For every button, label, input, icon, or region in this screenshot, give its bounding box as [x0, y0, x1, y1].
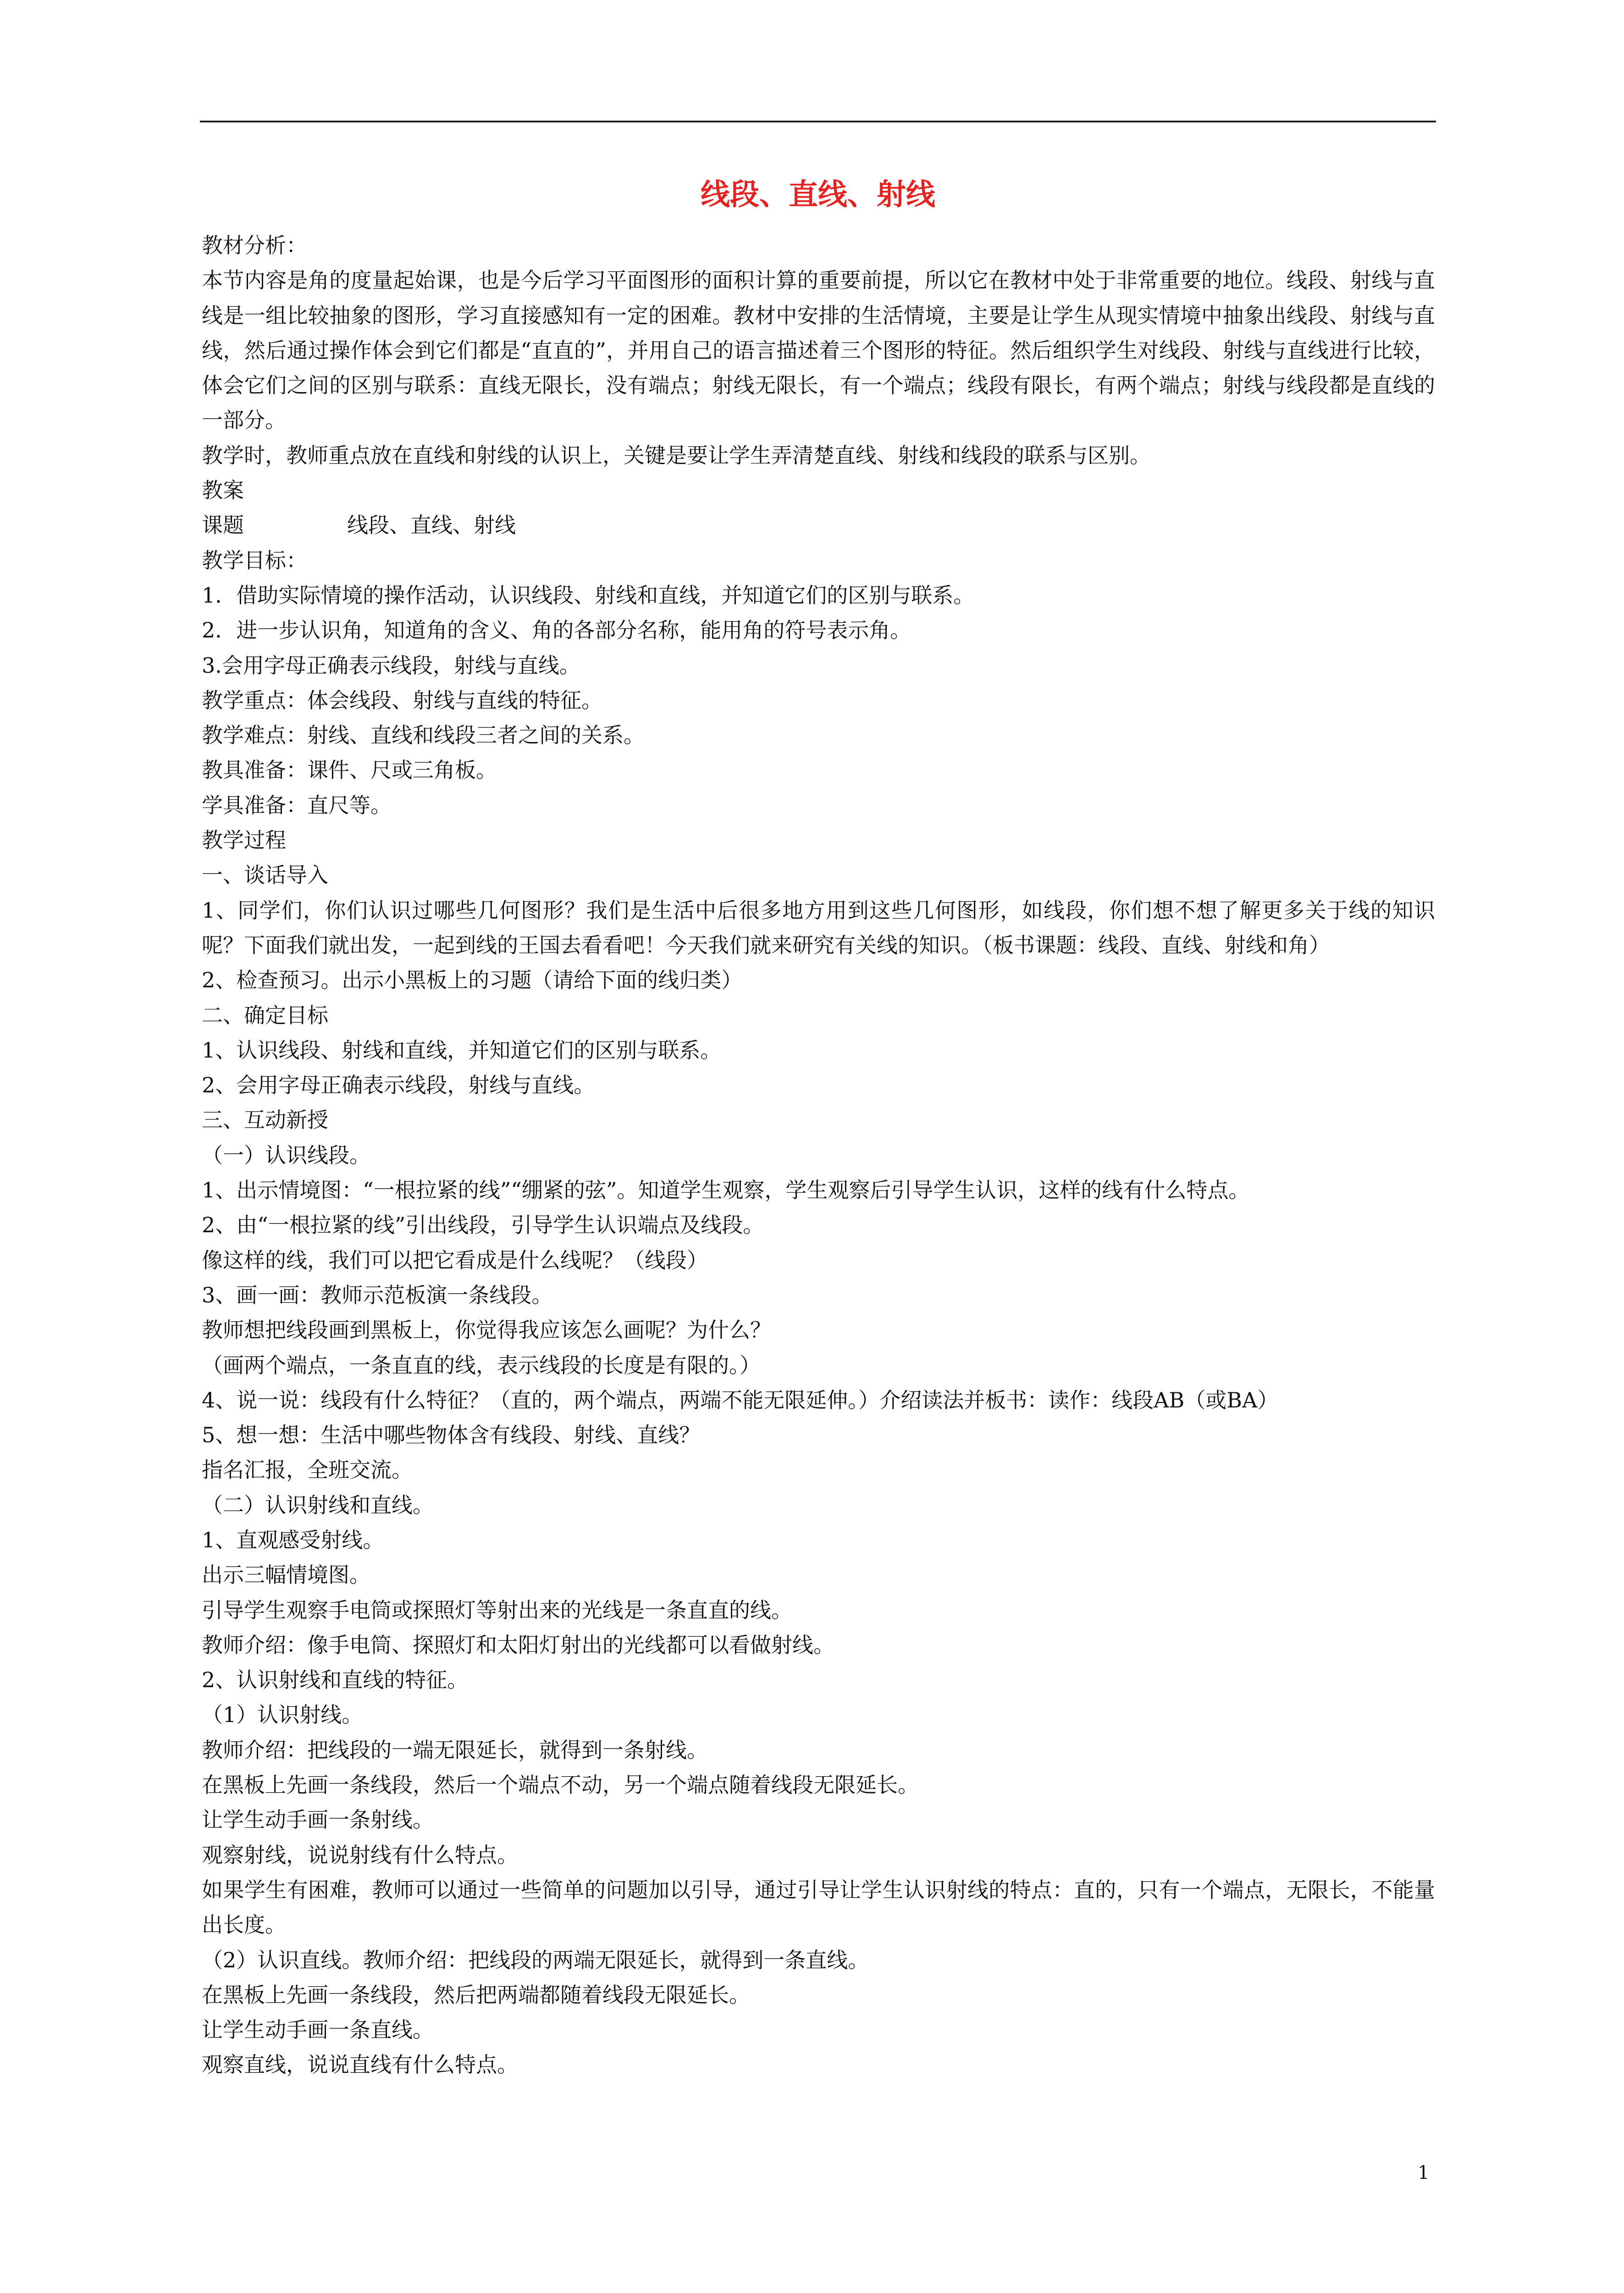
paragraph: （1）认识射线。	[202, 1702, 363, 1728]
field-label: 课题	[202, 513, 244, 538]
field-value: 线段、直线、射线	[347, 513, 516, 538]
paragraph: 1．借助实际情境的操作活动，认识线段、射线和直线，并知道它们的区别与联系。	[202, 582, 975, 608]
paragraph: 二、确定目标	[202, 1002, 328, 1028]
paragraph: 1、直观感受射线。	[202, 1527, 384, 1552]
paragraph: 教材分析：	[202, 233, 307, 258]
paragraph: 学具准备：直尺等。	[202, 792, 392, 818]
paragraph: 在黑板上先画一条线段，然后一个端点不动，另一个端点随着线段无限延长。	[202, 1772, 919, 1798]
paragraph: 教案	[202, 478, 244, 503]
paragraph: 让学生动手画一条直线。	[202, 2017, 434, 2043]
header-rule	[200, 121, 1436, 122]
paragraph: 一、谈话导入	[202, 863, 328, 888]
paragraph: 出示三幅情境图。	[202, 1562, 370, 1588]
paragraph: 如果学生有困难，教师可以通过一些简单的问题加以引导，通过引导让学生认识射线的特点：直的，只有一个端点，无限长，不能量出长度。	[202, 1877, 1435, 1938]
paragraph: 教具准备：课件、尺或三角板。	[202, 758, 497, 783]
paragraph: 指名汇报，全班交流。	[202, 1457, 413, 1483]
paragraph: 1、认识线段、射线和直线，并知道它们的区别与联系。	[202, 1037, 722, 1063]
paragraph: 教学时，教师重点放在直线和射线的认识上，关键是要让学生弄清楚直线、射线和线段的联系与区别。	[202, 443, 1151, 468]
paragraph: 5、想一想：生活中哪些物体含有线段、射线、直线？	[202, 1423, 701, 1448]
page-number: 1	[1418, 2162, 1430, 2183]
paragraph: （一）认识线段。	[202, 1142, 370, 1168]
paragraph	[202, 508, 1435, 543]
paragraph: 教学目标：	[202, 548, 307, 573]
paragraph: 4、说一说：线段有什么特征？（直的，两个端点，两端不能无限延伸。）介绍读法并板书：读作：线段AB（或BA）	[202, 1387, 1279, 1412]
paragraph: （2）认识直线。教师介绍：把线段的两端无限延长，就得到一条直线。	[202, 1947, 869, 1972]
paragraph: 教师想把线段画到黑板上，你觉得我应该怎么画呢？为什么？	[202, 1318, 771, 1343]
paragraph: 观察直线，说说直线有什么特点。	[202, 2052, 518, 2077]
paragraph: 2、检查预习。出示小黑板上的习题（请给下面的线归类）	[202, 968, 743, 993]
paragraph: 本节内容是角的度量起始课，也是今后学习平面图形的面积计算的重要前提，所以它在教材中处于非常重要的地位。线段、射线与直线是一组比较抽象的图形，学习直接感知有一定的困难。教材中安排的生活情境，主要是让学生从现实情境中抽象出线段、射线与直线，然后通过操作体会到它们都是“直直的”，并用自己的语言描述着三个图形的特征。然后组织学生对线段、射线与直线进行比较，体会它们之间的区别与联系：直线无限长，没有端点；射线无限长，有一个端点；线段有限长，有两个端点；射线与线段都是直线的一部分。	[202, 268, 1435, 433]
paragraph: 教师介绍：把线段的一端无限延长，就得到一条射线。	[202, 1737, 708, 1762]
paragraph: 1、出示情境图：“一根拉紧的线”“绷紧的弦”。知道学生观察，学生观察后引导学生认识，这样的线有什么特点。	[202, 1178, 1250, 1203]
paragraph: 教学难点：射线、直线和线段三者之间的关系。	[202, 723, 645, 748]
paragraph: 在黑板上先画一条线段，然后把两端都随着线段无限延长。	[202, 1982, 750, 2007]
paragraph: 让学生动手画一条射线。	[202, 1807, 434, 1833]
paragraph: 教学重点：体会线段、射线与直线的特征。	[202, 687, 602, 713]
paragraph: 2、认识射线和直线的特征。	[202, 1667, 469, 1693]
paragraph: （画两个端点，一条直直的线，表示线段的长度是有限的。）	[202, 1352, 761, 1378]
paragraph: 2．进一步认识角，知道角的含义、角的各部分名称，能用角的符号表示角。	[202, 618, 911, 643]
paragraph: 3.会用字母正确表示线段，射线与直线。	[202, 653, 580, 678]
paragraph: 2、会用字母正确表示线段，射线与直线。	[202, 1073, 595, 1098]
paragraph: 教学过程	[202, 828, 286, 853]
document-title: 线段、直线、射线	[701, 177, 935, 212]
paragraph: 三、互动新授	[202, 1108, 328, 1133]
paragraph: 像这样的线，我们可以把它看成是什么线呢？（线段）	[202, 1247, 708, 1273]
paragraph: 引导学生观察手电筒或探照灯等射出来的光线是一条直直的线。	[202, 1597, 792, 1623]
paragraph: 观察射线，说说射线有什么特点。	[202, 1842, 518, 1867]
paragraph: （二）认识射线和直线。	[202, 1492, 434, 1518]
document-body	[202, 228, 1435, 2083]
paragraph: 1、同学们，你们认识过哪些几何图形？我们是生活中后很多地方用到这些几何图形，如线段，你们想不想了解更多关于线的知识呢？下面我们就出发，一起到线的王国去看看吧！今天我们就来研究有关线的知识。（板书课题：线段、直线、射线和角）	[202, 897, 1435, 958]
paragraph: 2、由“一根拉紧的线”引出线段，引导学生认识端点及线段。	[202, 1213, 764, 1238]
paragraph: 3、画一画：教师示范板演一条线段。	[202, 1282, 553, 1307]
paragraph: 教师介绍：像手电筒、探照灯和太阳灯射出的光线都可以看做射线。	[202, 1632, 834, 1657]
